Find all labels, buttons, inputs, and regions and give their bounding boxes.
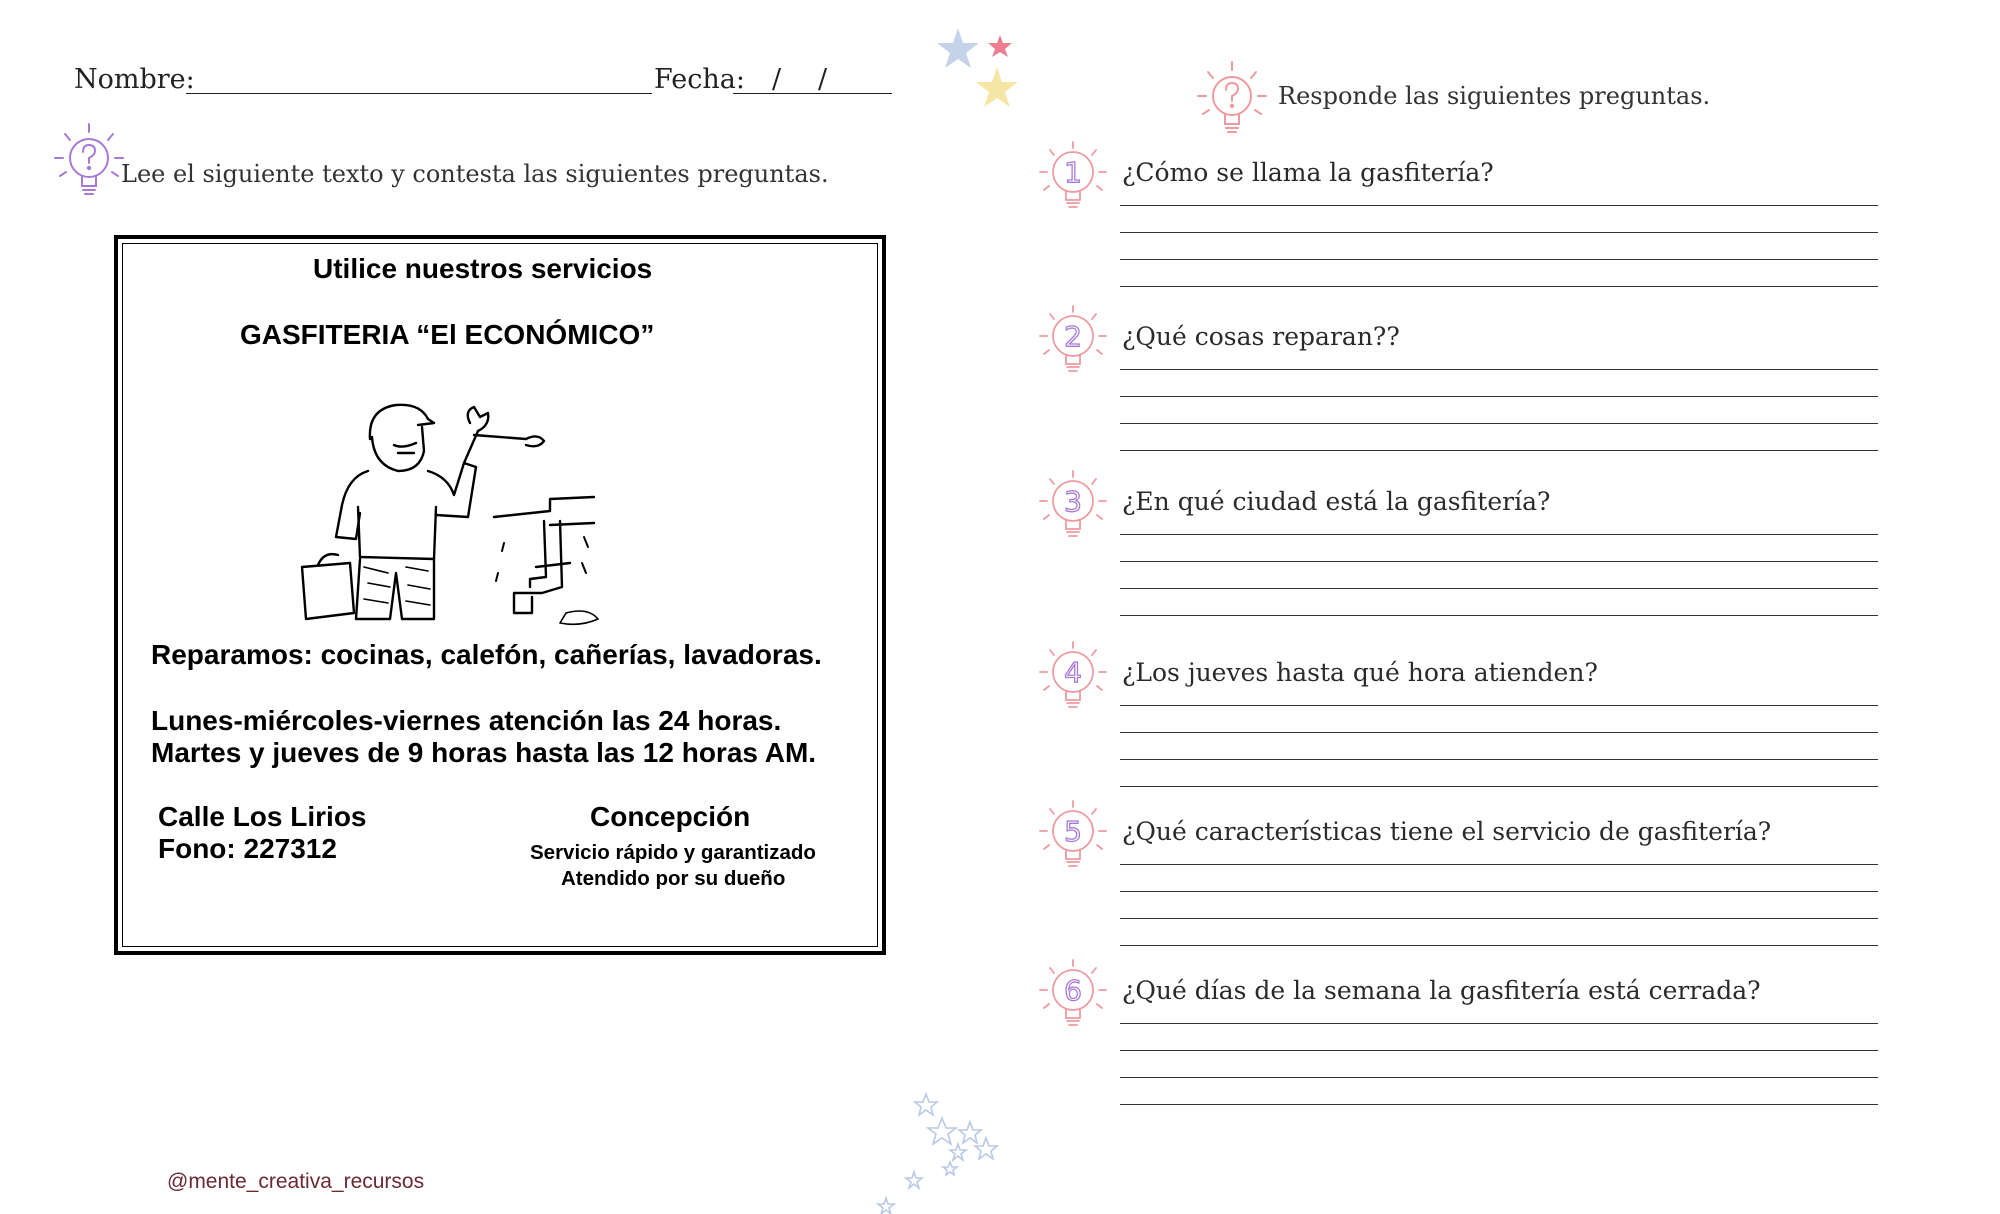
- star-pink-icon: [988, 35, 1012, 57]
- star-outline-icon: [928, 1118, 956, 1144]
- left-instruction: Lee el siguiente texto y contesta las siguientes preguntas.: [121, 160, 829, 188]
- stars-bottom-icon: [850, 1090, 1010, 1214]
- question-text: ¿En qué ciudad está la gasfitería?: [1122, 487, 1551, 516]
- question-text: ¿Cómo se llama la gasfitería?: [1122, 158, 1494, 187]
- name-label: Nombre:: [74, 64, 195, 95]
- ad-service-1: Servicio rápido y garantizado: [530, 841, 816, 864]
- ad-hours-2: Martes y jueves de 9 horas hasta las 12 horas AM.: [151, 737, 817, 768]
- question-number: 4: [1064, 656, 1082, 689]
- question-text: ¿Qué cosas reparan??: [1122, 322, 1400, 351]
- answer-line[interactable]: [1120, 1104, 1878, 1105]
- name-field[interactable]: [186, 93, 652, 94]
- answer-line[interactable]: [1120, 759, 1878, 760]
- question-number: 1: [1064, 156, 1082, 189]
- date-slash-2: /: [818, 64, 828, 95]
- star-outline-icon: [906, 1172, 922, 1188]
- question-number: 3: [1064, 485, 1082, 518]
- plumber-illustration: [298, 387, 618, 627]
- ad-business-name: GASFITERIA “El ECONÓMICO”: [240, 319, 655, 350]
- question-text: ¿Qué días de la semana la gasfitería está cerrada?: [1122, 976, 1761, 1005]
- answer-line[interactable]: [1120, 534, 1878, 535]
- star-outline-icon: [959, 1122, 981, 1143]
- star-yellow-icon: [976, 67, 1018, 107]
- ad-city: Concepción: [590, 801, 751, 832]
- date-label: Fecha:: [654, 64, 745, 95]
- number-bulb-icon: [1038, 640, 1108, 710]
- answer-line[interactable]: [1120, 864, 1878, 865]
- question-number: 6: [1064, 974, 1082, 1007]
- star-outline-icon: [950, 1144, 966, 1160]
- star-blue-icon: [937, 28, 979, 68]
- question-text: ¿Qué características tiene el servicio de gasfitería?: [1122, 817, 1772, 846]
- answer-line[interactable]: [1120, 1023, 1878, 1024]
- answer-line[interactable]: [1120, 450, 1878, 451]
- date-slash-1: /: [772, 64, 782, 95]
- answer-line[interactable]: [1120, 286, 1878, 287]
- number-bulb-icon: [1038, 304, 1108, 374]
- right-instruction: Responde las siguientes preguntas.: [1278, 82, 1711, 110]
- star-outline-icon: [915, 1094, 937, 1115]
- stars-top-icon: [930, 25, 1030, 120]
- answer-line[interactable]: [1120, 232, 1878, 233]
- star-outline-icon: [943, 1162, 957, 1175]
- question-number: 2: [1064, 320, 1082, 353]
- number-bulb-icon: [1038, 799, 1108, 869]
- answer-line[interactable]: [1120, 705, 1878, 706]
- answer-line[interactable]: [1120, 423, 1878, 424]
- credit-handle: @mente_creativa_recursos: [167, 1170, 425, 1193]
- ad-street: Calle Los Lirios: [158, 801, 367, 832]
- answer-line[interactable]: [1120, 369, 1878, 370]
- question-bulb-icon: [1195, 58, 1269, 136]
- answer-line[interactable]: [1120, 396, 1878, 397]
- number-bulb-icon: [1038, 469, 1108, 539]
- ad-hours-1: Lunes-miércoles-viernes atención las 24 horas.: [151, 705, 782, 736]
- answer-line[interactable]: [1120, 732, 1878, 733]
- answer-line[interactable]: [1120, 945, 1878, 946]
- answer-line[interactable]: [1120, 1077, 1878, 1078]
- ad-repairs: Reparamos: cocinas, calefón, cañerías, lavadoras.: [151, 639, 822, 670]
- answer-line[interactable]: [1120, 588, 1878, 589]
- question-number: 5: [1064, 815, 1082, 848]
- answer-line[interactable]: [1120, 918, 1878, 919]
- date-field[interactable]: [733, 93, 892, 94]
- question-text: ¿Los jueves hasta qué hora atienden?: [1122, 658, 1598, 687]
- answer-line[interactable]: [1120, 891, 1878, 892]
- ad-phone: Fono: 227312: [158, 833, 337, 864]
- number-bulb-icon: [1038, 958, 1108, 1028]
- star-outline-icon: [975, 1138, 997, 1159]
- number-bulb-icon: [1038, 140, 1108, 210]
- advertisement-box: [114, 235, 886, 955]
- question-bulb-icon: [52, 120, 126, 198]
- ad-service-2: Atendido por su dueño: [561, 867, 786, 890]
- answer-line[interactable]: [1120, 786, 1878, 787]
- answer-line[interactable]: [1120, 1050, 1878, 1051]
- ad-title: Utilice nuestros servicios: [313, 253, 653, 284]
- answer-line[interactable]: [1120, 259, 1878, 260]
- answer-line[interactable]: [1120, 205, 1878, 206]
- answer-line[interactable]: [1120, 561, 1878, 562]
- star-outline-icon: [878, 1198, 894, 1214]
- answer-line[interactable]: [1120, 615, 1878, 616]
